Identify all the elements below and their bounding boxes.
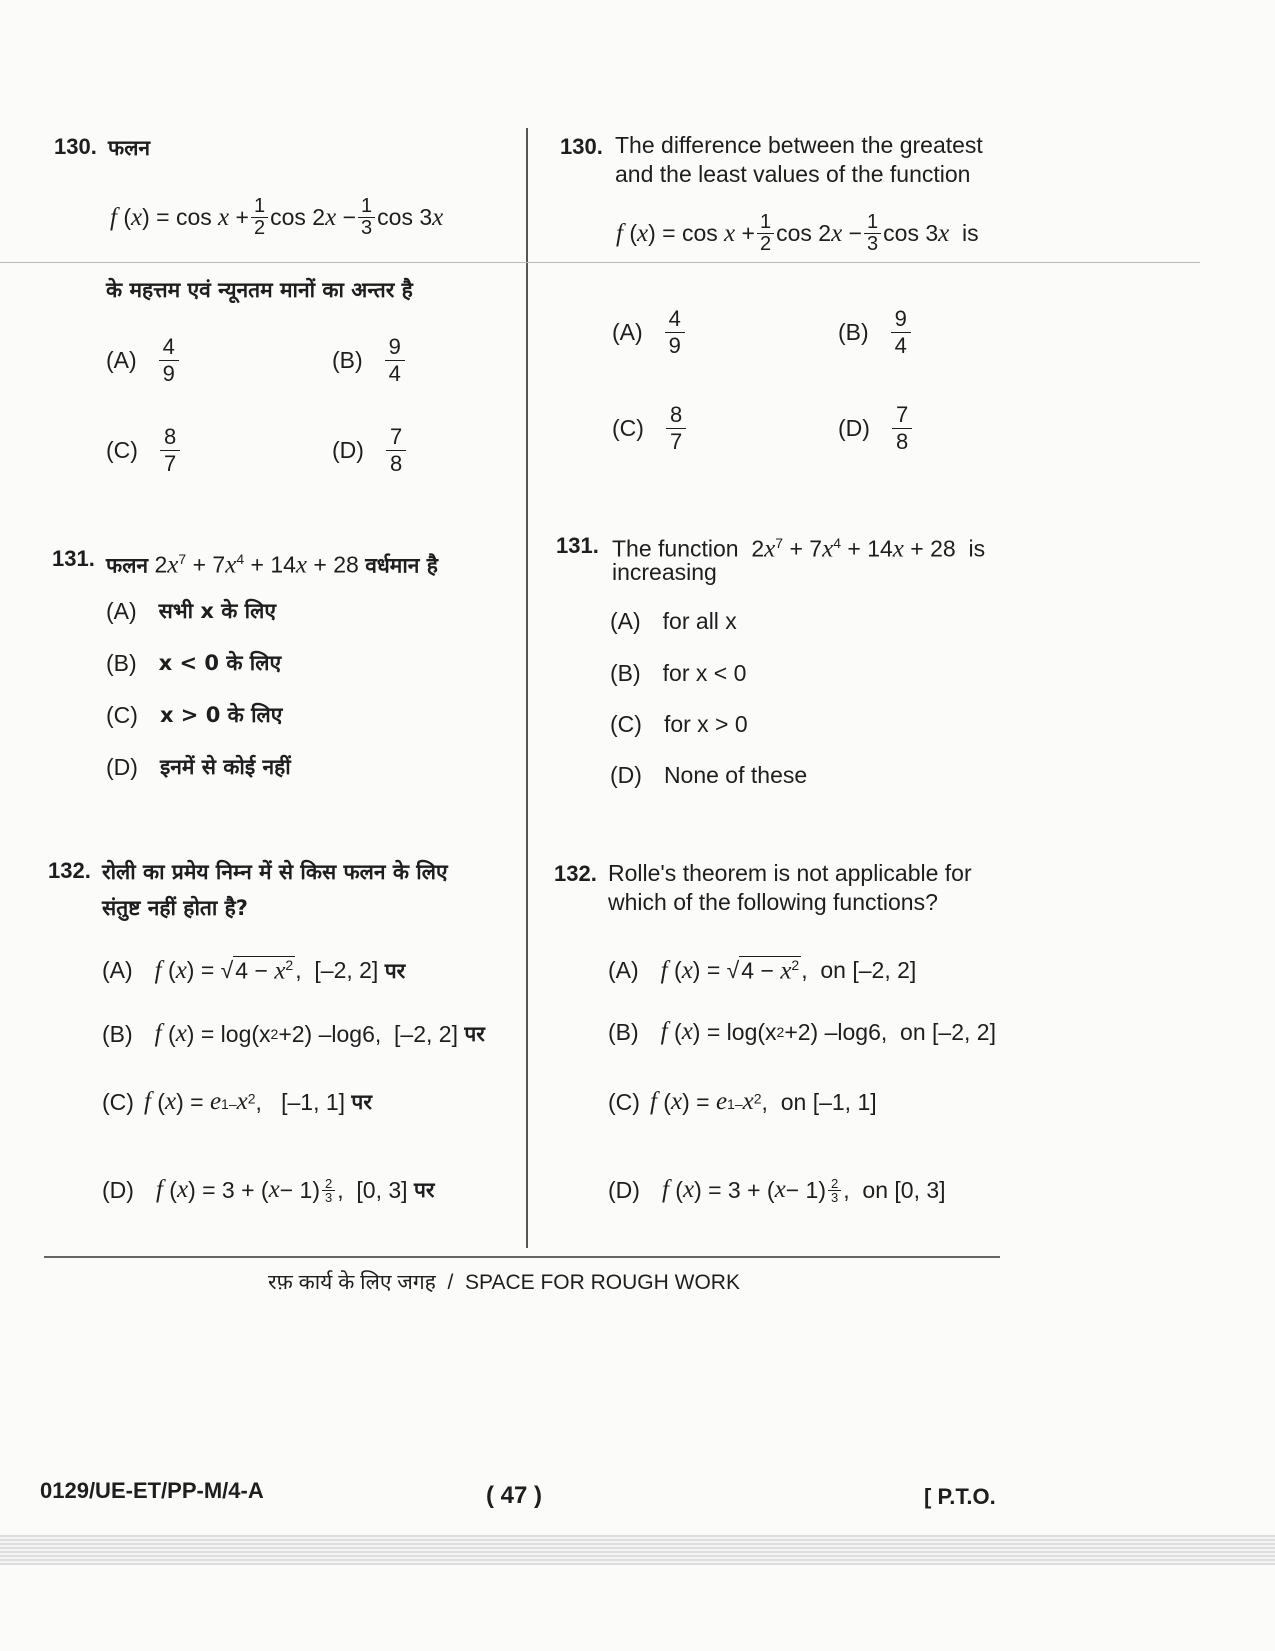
option-label: (B) (610, 660, 641, 686)
q132-hi-option-d: (D) f ( x ) = 3 + ( x − 1) $\frac{2}{3}$ , [0, 3] पर (102, 1175, 435, 1205)
q131-en-option-d (610, 762, 807, 789)
q130-en-option-c (612, 402, 686, 455)
q130-en-line1: The difference between the greatest (615, 132, 983, 158)
option-text: for x < 0 (662, 660, 747, 686)
rough-work-label: रफ़ कार्य के लिए जगह / SPACE FOR ROUGH WORK (268, 1271, 740, 1294)
option-numerator: 8 (160, 424, 180, 451)
option-numerator: 7 (386, 424, 406, 451)
q130-hi-option-d (332, 424, 406, 477)
q132-en-option-c: (C) f ( x ) = e $1-x^2$ , on [–1, 1] (608, 1088, 877, 1115)
q132-en-option-b: (B) f ( x ) = log(x 2 +2) –log6, on [–2, 2] (608, 1018, 996, 1045)
q131-en-option-c (610, 711, 748, 738)
option-label: (B) (102, 1020, 133, 1047)
option-numerator: 9 (385, 334, 405, 361)
q130-hi-number: 130. (54, 134, 97, 159)
option-numerator: 9 (891, 306, 911, 333)
q130-en-formula: f ( x ) = cos x + $\frac{1}{2}$ cos 2 x − $\frac{1}{3}$ cos 3 x is (616, 211, 979, 255)
q130-hi-option-a (106, 334, 179, 387)
q131-hi-option-b (106, 649, 281, 677)
page-number: ( 47 ) (486, 1482, 543, 1509)
option-label: (B) (608, 1018, 639, 1045)
scan-line (0, 262, 1200, 263)
option-text: x < 0 के लिए (158, 651, 282, 675)
paper-code: 0129/UE-ET/PP-M/4-A (40, 1478, 264, 1503)
option-interval: [–2, 2] (314, 957, 379, 984)
option-label: (A) (102, 957, 133, 984)
q132-hi-option-b: (B) f ( x ) = log(x 2 +2) –log6, [–2, 2] पर (102, 1020, 485, 1047)
option-interval: [–2, 2] (932, 1018, 996, 1045)
q131-hi-number: 131. (52, 546, 95, 571)
option-denominator: 7 (163, 451, 177, 476)
q130-hi-title: फलन (108, 136, 151, 160)
option-numerator: 4 (665, 306, 685, 333)
q130-en-option-a (612, 306, 685, 359)
q131-en-option-b (610, 660, 746, 687)
option-suffix: पर (351, 1090, 372, 1114)
option-interval: [–1, 1] (281, 1088, 346, 1115)
option-text: None of these (663, 762, 808, 788)
option-numerator: 4 (159, 334, 179, 361)
q132-en-option-d: (D) f ( x ) = 3 + ( x − 1) $\frac{2}{3}$ , on [0, 3] (608, 1175, 946, 1205)
q130-hi-option-b (332, 334, 405, 387)
option-suffix: पर (464, 1022, 485, 1046)
option-interval: [–1, 1] (812, 1088, 877, 1115)
q130-hi-option-c (106, 424, 180, 477)
q131-hi-prefix: फलन (106, 553, 149, 578)
option-denominator: 8 (895, 429, 909, 454)
rough-work-rule (44, 1256, 1000, 1258)
option-label: (A) (106, 597, 137, 624)
option-prefix: on (780, 1088, 807, 1115)
q131-hi-suffix: वर्धमान है (365, 553, 438, 578)
option-label: (D) (102, 1176, 134, 1203)
q130-en-line2: and the least values of the function (615, 161, 971, 187)
q131-en-line2: increasing (612, 559, 717, 585)
option-text: x > 0 के लिए (159, 703, 283, 727)
q132-hi-line2: संतुष्ट नहीं होता है? (102, 896, 248, 920)
q131-en-option-a (610, 608, 737, 635)
option-denominator: 4 (894, 333, 907, 358)
q130-en-option-b (838, 306, 911, 359)
option-interval: [0, 3] (894, 1176, 946, 1203)
option-label: (D) (838, 415, 870, 441)
option-label: (A) (106, 347, 137, 373)
option-label: (A) (612, 319, 643, 345)
q131-hi-stem: फलन $2x^7 + 7x^4 + 14x + 28$ वर्धमान है (106, 551, 438, 579)
q132-hi-number: 132. (48, 858, 91, 883)
option-label: (D) (608, 1176, 640, 1203)
option-denominator: 9 (668, 333, 681, 358)
option-label: (B) (838, 319, 869, 345)
q131-hi-option-c (106, 701, 282, 729)
bottom-scan-band (0, 1535, 1275, 1565)
q132-en-line1: Rolle's theorem is not applicable for (608, 860, 972, 886)
option-text: इनमें से कोई नहीं (159, 755, 291, 779)
option-label: (C) (612, 415, 644, 441)
q132-hi-option-a: (A) f ( x ) = √ $4 - x^2$ , [–2, 2] पर (102, 956, 406, 985)
option-label: (B) (106, 649, 137, 676)
q132-hi-option-c: (C) f ( x ) = e $1-x^2$ , [–1, 1] पर (102, 1088, 372, 1115)
option-label: (B) (332, 347, 363, 373)
q131-hi-option-d (106, 753, 291, 781)
q130-en-suffix: is (962, 220, 979, 246)
q132-en-line2: which of the following functions? (608, 889, 938, 915)
option-prefix: on (900, 1018, 926, 1045)
option-text: for all x (662, 608, 737, 634)
option-text: सभी x के लिए (158, 599, 276, 623)
q130-en-number: 130. (560, 134, 603, 159)
q130-hi-text: के महत्तम एवं न्यूनतम मानों का अन्तर है (106, 278, 413, 302)
option-label: (D) (106, 753, 138, 780)
pto-label: [ P.T.O. (924, 1484, 996, 1509)
option-label: (C) (106, 437, 138, 463)
option-prefix: on (862, 1176, 888, 1203)
option-interval: [–2, 2] (394, 1020, 458, 1047)
option-label: (C) (608, 1088, 640, 1115)
option-label: (A) (610, 608, 641, 634)
q130-en-option-d (838, 402, 912, 455)
q131-en-suffix: is (968, 535, 986, 562)
q132-en-number: 132. (554, 861, 597, 886)
option-label: (D) (332, 437, 364, 463)
q131-en-prefix: The function (612, 535, 739, 562)
q131-en-stem: The function $2x^7 + 7x^4 + 14x + 28$ is (612, 535, 986, 563)
q132-en-option-a: (A) f ( x ) = √ $4 - x^2$ , on [–2, 2] (608, 956, 917, 985)
option-label: (C) (102, 1088, 134, 1115)
option-label: (D) (610, 762, 642, 788)
option-denominator: 8 (389, 451, 403, 476)
option-suffix: पर (413, 1178, 435, 1202)
option-denominator: 7 (669, 429, 683, 454)
option-label: (C) (106, 701, 138, 728)
option-prefix: on (820, 957, 846, 984)
q130-hi-formula: f ( x ) = cos x + $\frac{1}{2}$ cos 2 x − $\frac{1}{3}$ cos 3 x (110, 195, 444, 239)
option-text: for x > 0 (663, 711, 748, 737)
option-numerator: 8 (666, 402, 686, 429)
option-label: (A) (608, 957, 639, 984)
option-interval: [0, 3] (356, 1176, 408, 1203)
column-divider (526, 128, 528, 1248)
option-denominator: 4 (388, 361, 401, 386)
q132-hi-line1: रोली का प्रमेय निम्न में से किस फलन के लिए (102, 860, 448, 884)
q131-en-number: 131. (556, 533, 599, 558)
option-interval: [–2, 2] (852, 957, 917, 984)
q131-hi-option-a (106, 597, 276, 625)
option-suffix: पर (384, 958, 406, 983)
option-label: (C) (610, 711, 642, 737)
option-numerator: 7 (892, 402, 912, 429)
option-denominator: 9 (162, 361, 175, 386)
